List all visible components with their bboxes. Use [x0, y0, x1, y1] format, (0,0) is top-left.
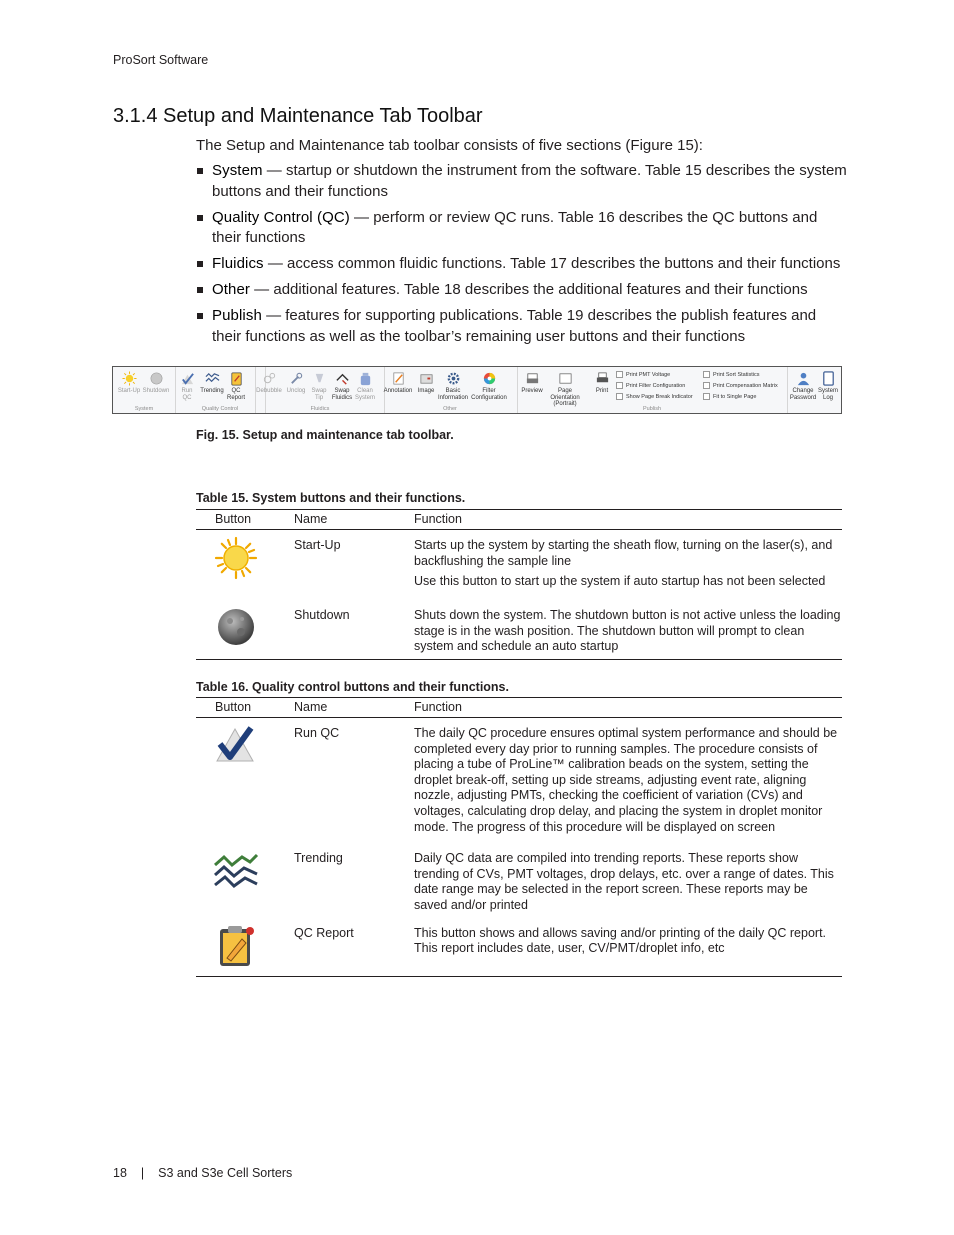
- toolbar-group-other: [383, 367, 518, 413]
- print-filter-configuration-checkbox[interactable]: [616, 382, 685, 389]
- bullet-term: Fluidics: [212, 255, 264, 272]
- list-item: [196, 306, 848, 347]
- footer-title: S3 and S3e Cell Sorters: [158, 1166, 293, 1180]
- bottle-icon: [358, 371, 373, 386]
- color-wheel-icon: [482, 371, 497, 386]
- button-cell: [196, 530, 294, 607]
- change-password-toolbar-button[interactable]: [788, 371, 818, 401]
- table15-caption: Table 15. System buttons and their functions.: [196, 491, 466, 505]
- annotation-pencil-icon: [391, 371, 406, 386]
- unclog-label: Unclog: [286, 388, 306, 394]
- group-caption: System: [134, 406, 154, 412]
- bullet-text: — additional features. Table 18 describes the additional features and their functions: [250, 281, 808, 298]
- shutdown-toolbar-button[interactable]: [141, 371, 171, 395]
- startup-label: Start-Up: [117, 388, 141, 394]
- shutdown-label: Shutdown: [142, 388, 170, 394]
- change-password-label-2: Password: [789, 394, 817, 401]
- table-header-row: [196, 510, 842, 530]
- bullet-text: — features for supporting publications. Table 19 describes the publish features and their functions as well as the toolbar’s remaining user buttons and their functions: [212, 307, 817, 345]
- col-header-function: Function: [414, 510, 842, 530]
- image-label: Image: [417, 388, 435, 394]
- name-cell: Run QC: [294, 726, 340, 740]
- log-document-icon: [821, 371, 836, 386]
- page-orientation-toolbar-button[interactable]: [543, 371, 587, 408]
- table15: [196, 509, 842, 660]
- list-item: [196, 254, 848, 275]
- preview-label: Preview: [521, 388, 543, 394]
- bullet-text: — access common fluidic functions. Table 17 describes the buttons and their functions: [263, 255, 841, 272]
- print-compensation-matrix-checkbox[interactable]: [703, 382, 778, 389]
- sun-icon: [122, 371, 137, 386]
- system-log-toolbar-button[interactable]: [816, 371, 840, 401]
- clean-system-label-2: System: [354, 394, 375, 401]
- printer-preview-icon: [525, 371, 540, 386]
- col-header-function: Function: [414, 698, 842, 718]
- table16: [196, 697, 842, 977]
- name-cell: Start-Up: [294, 538, 341, 552]
- print-pmt-voltage-checkbox[interactable]: [616, 371, 670, 378]
- checkbox-label: Print PMT Voltage: [626, 371, 671, 378]
- figure-caption: Fig. 15. Setup and maintenance tab toolbar.: [196, 428, 454, 442]
- page-orientation-label-1: Page Orientation: [550, 388, 580, 401]
- page-icon: [558, 371, 573, 386]
- function-cell: This button shows and allows saving and/or printing of the daily QC report. This report includes date, user, CV/PMT/droplet info, etc: [414, 924, 842, 977]
- basic-information-toolbar-button[interactable]: [438, 371, 468, 401]
- checkbox-label: Show Page Break Indicator: [626, 393, 693, 400]
- annotation-toolbar-button[interactable]: [383, 371, 413, 395]
- wrench-icon: [289, 371, 304, 386]
- moon-icon: [149, 371, 164, 386]
- col-header-button: Button: [196, 510, 294, 530]
- running-head: ProSort Software: [113, 53, 209, 67]
- swap-tip-label-2: Tip: [314, 394, 324, 401]
- page-number: 18: [113, 1166, 127, 1180]
- clean-system-toolbar-button[interactable]: [350, 371, 380, 401]
- sun-icon: [214, 536, 258, 580]
- clean-system-label-1: Clean: [357, 388, 373, 394]
- run-qc-label-1: Run: [181, 388, 193, 394]
- debubble-toolbar-button[interactable]: [254, 371, 284, 395]
- col-header-name: Name: [294, 510, 414, 530]
- checkbox-box: [616, 382, 623, 389]
- table-row: [196, 606, 842, 659]
- function-cell: Daily QC data are compiled into trending reports. These reports show trending of CVs, PMT voltages, drop delays, etc. over a range of dates. This date range may be selected in the report screen. These reports may be saved and/or printed: [414, 851, 834, 912]
- bullet-text: — perform or review QC runs. Table 16 describes the QC buttons and their functions: [212, 208, 818, 246]
- function-text: Use this button to start up the system if auto startup has not been selected: [414, 574, 826, 589]
- trending-lines-icon: [205, 371, 220, 386]
- function-cell: [414, 606, 842, 659]
- image-icon: [419, 371, 434, 386]
- toolbar-group-system: [113, 367, 176, 413]
- group-caption: Quality Control: [201, 406, 239, 412]
- table-row: [196, 847, 842, 923]
- run-qc-label-2: QC: [182, 394, 192, 401]
- function-text: Shuts down the system. The shutdown button is not active unless the loading stage is in the wash position. The shutdown button will prompt to clean system and schedule an auto startup: [414, 608, 841, 654]
- name-cell: QC Report: [294, 924, 414, 977]
- toolbar-group-fluidics: [255, 367, 385, 413]
- gear-icon: [446, 371, 461, 386]
- section-title: 3.1.4 Setup and Maintenance Tab Toolbar: [113, 105, 483, 127]
- page-orientation-label-2: (Portrait): [553, 401, 577, 407]
- bullet-term: System: [212, 162, 263, 179]
- filter-configuration-label-2: Configuration: [471, 394, 507, 401]
- button-cell: [196, 606, 294, 659]
- table16-caption: Table 16. Quality control buttons and their functions.: [196, 680, 509, 694]
- system-log-label-1: System: [817, 388, 838, 394]
- list-item: [196, 161, 848, 202]
- button-cell: [196, 718, 294, 848]
- print-sort-statistics-checkbox[interactable]: [703, 371, 759, 378]
- filter-configuration-label-1: Filter: [482, 388, 496, 394]
- basic-information-label-2: Information: [438, 394, 469, 401]
- table-row: [196, 530, 842, 607]
- clipboard-pencil-icon: [229, 371, 244, 386]
- debubble-label: Debubble: [256, 388, 282, 394]
- table-row: [196, 718, 842, 848]
- qc-report-label-2: Report: [226, 394, 245, 401]
- startup-toolbar-button[interactable]: [114, 371, 144, 395]
- trending-lines-icon: [212, 851, 260, 893]
- checkbox-box: [616, 393, 623, 400]
- button-cell: [196, 847, 294, 923]
- bullet-list: [196, 161, 848, 353]
- bullet-term: Publish: [212, 307, 262, 324]
- bullet-term: Quality Control (QC): [212, 208, 350, 226]
- list-item: [196, 208, 848, 249]
- list-item: [196, 280, 848, 301]
- basic-information-label-1: Basic: [445, 388, 461, 394]
- page-footer: [113, 1166, 292, 1180]
- intro-paragraph: The Setup and Maintenance tab toolbar consists of five sections (Figure 15):: [196, 137, 703, 154]
- table-row: [196, 924, 842, 977]
- toolbar-group-user: [787, 367, 841, 413]
- bubbles-icon: [262, 371, 277, 386]
- group-caption: Fluidics: [310, 406, 330, 412]
- checkbox-label: Print Filter Configuration: [626, 382, 686, 389]
- checkbox-label: Fit to Single Page: [713, 393, 757, 400]
- checkbox-box: [703, 393, 710, 400]
- swap-fluidics-label-2: Fluidics: [331, 394, 353, 401]
- toolbar-group-publish: [517, 367, 788, 413]
- checkbox-box: [616, 371, 623, 378]
- annotation-label: Annotation: [383, 388, 413, 394]
- name-cell: Shutdown: [294, 606, 414, 659]
- checkbox-label: Print Sort Statistics: [713, 371, 760, 378]
- table-header-row: [196, 698, 842, 718]
- name-cell: Trending: [294, 851, 343, 866]
- clipboard-pencil-icon: [216, 924, 256, 968]
- swap-tip-icon: [312, 371, 327, 386]
- checkbox-box: [703, 371, 710, 378]
- trending-label: Trending: [200, 388, 224, 394]
- fit-to-single-page-checkbox[interactable]: [703, 393, 756, 400]
- user-icon: [796, 371, 811, 386]
- group-caption: Publish: [642, 406, 662, 412]
- bullet-term: Other: [212, 281, 251, 298]
- function-cell: The daily QC procedure ensures optimal system performance and should be completed every day prior to running samples. The procedure consists of placing a tube of ProLine™ calibration beads on the system, setting the droplet break-off, setting up side streams, adjusting event rate, aligning nozzle, adjusting PMTs, checking the coefficient of variation (CVs) and voltages, calculating drop delay, and placing the system in droplet monitor mode. The progress of this procedure will be displayed on screen: [414, 726, 838, 834]
- checkbox-label: Print Compensation Matrix: [713, 382, 778, 389]
- setup-maintenance-toolbar: [112, 366, 842, 414]
- footer-separator: |: [140, 1166, 145, 1180]
- toolbar-group-qc: [175, 367, 266, 413]
- printer-icon: [595, 371, 610, 386]
- qc-report-label-1: QC: [231, 388, 241, 394]
- swap-fluidics-label-1: Swap: [334, 388, 350, 394]
- col-header-button: Button: [196, 698, 294, 718]
- qc-report-toolbar-button[interactable]: [221, 371, 251, 401]
- moon-icon: [217, 606, 255, 646]
- filter-configuration-toolbar-button[interactable]: [469, 371, 509, 401]
- change-password-label-1: Change: [792, 388, 814, 394]
- col-header-name: Name: [294, 698, 414, 718]
- print-toolbar-button[interactable]: [587, 371, 617, 395]
- swap-fluidics-icon: [335, 371, 350, 386]
- swap-tip-label-1: Swap: [311, 388, 327, 394]
- button-cell: [196, 924, 294, 977]
- function-text: Starts up the system by starting the sheath flow, turning on the laser(s), and backflushing the sample line: [414, 538, 833, 568]
- checkmark-mountain-icon: [214, 724, 256, 764]
- system-log-label-2: Log: [822, 394, 833, 401]
- bullet-text: — startup or shutdown the instrument from the software. Table 15 describes the system buttons and their functions: [212, 162, 847, 200]
- show-page-break-indicator-checkbox[interactable]: [616, 393, 693, 400]
- checkmark-mountain-icon: [180, 371, 195, 386]
- image-toolbar-button[interactable]: [411, 371, 441, 395]
- group-caption: Other: [443, 406, 457, 412]
- print-label: Print: [595, 388, 609, 394]
- checkbox-box: [703, 382, 710, 389]
- function-cell: [414, 530, 842, 607]
